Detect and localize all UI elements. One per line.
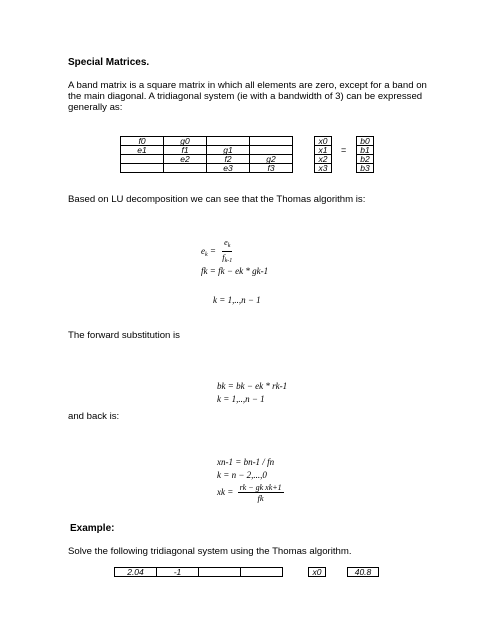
matrix-cell: g1	[207, 146, 250, 155]
formula-lhs: e	[201, 246, 205, 257]
forward-k-range: k = 1,..,n − 1	[217, 394, 265, 404]
matrix-cell	[250, 137, 293, 146]
fraction-numerator: rk − gk xk+1	[239, 483, 282, 492]
formula-fraction	[238, 483, 284, 503]
back-formula-2	[217, 483, 284, 503]
formula-sub: k	[205, 252, 208, 259]
matrix-cell: g2	[250, 155, 293, 164]
matrix-cell: e3	[207, 164, 250, 173]
example-cell: 40.8	[348, 568, 379, 577]
example-heading: Example:	[70, 523, 115, 534]
vector-cell: x2	[315, 155, 332, 164]
rhs-vector	[356, 136, 374, 173]
vector-cell: b0	[357, 137, 374, 146]
matrix-cell	[164, 164, 207, 173]
example-cell: 2.04	[115, 568, 157, 577]
forward-formula: bk = bk − ek * rk-1	[217, 381, 288, 391]
fraction-denominator: $f_{k-1}$	[222, 252, 233, 264]
vector-cell: x3	[315, 164, 332, 173]
vector-cell: b3	[357, 164, 374, 173]
unknowns-vector	[314, 136, 332, 173]
vector-cell: b2	[357, 155, 374, 164]
equals-sign: =	[341, 145, 347, 155]
matrix-cell: f3	[250, 164, 293, 173]
intro-paragraph: A band matrix is a square matrix in which all elements are zero, except for a band on the main diagonal. A tridiagonal system (ie with a bandwidth of 3) can be expressed generally as:	[68, 80, 427, 113]
tridiagonal-matrix	[120, 136, 293, 173]
matrix-cell: f1	[164, 146, 207, 155]
matrix-cell: f2	[207, 155, 250, 164]
example-cell: -1	[157, 568, 199, 577]
lu-paragraph: Based on LU decomposition we can see that the Thomas algorithm is:	[68, 194, 366, 205]
decomposition-formula-e	[201, 238, 234, 266]
formula-fraction	[220, 238, 234, 266]
decomposition-formula-f: fk = fk − ek * gk-1	[201, 266, 269, 276]
matrix-row	[121, 164, 293, 173]
example-cell: x0	[309, 568, 326, 577]
example-cell	[199, 568, 241, 577]
formula-lhs: xk =	[217, 487, 234, 498]
section-heading: Special Matrices.	[68, 57, 150, 68]
vector-cell: x1	[315, 146, 332, 155]
example-text: Solve the following tridiagonal system using the Thomas algorithm.	[68, 546, 352, 557]
formula-equals: =	[209, 246, 216, 257]
vector-cell: b1	[357, 146, 374, 155]
matrix-cell	[121, 164, 164, 173]
example-matrix-row	[114, 567, 283, 577]
back-k-range: k = n − 2,...,0	[217, 470, 267, 480]
matrix-cell: g0	[164, 137, 207, 146]
decomposition-k-range: k = 1,..,n − 1	[213, 295, 261, 305]
matrix-cell	[121, 155, 164, 164]
fraction-numerator: $e_k$	[222, 238, 232, 252]
example-rhs	[347, 567, 379, 577]
matrix-cell: e1	[121, 146, 164, 155]
vector-cell: x0	[315, 137, 332, 146]
forward-label: The forward substitution is	[68, 330, 180, 341]
example-cell	[241, 568, 283, 577]
matrix-cell: f0	[121, 137, 164, 146]
back-formula-1: xn-1 = bn-1 / fn	[217, 457, 275, 467]
example-unknown	[308, 567, 326, 577]
fraction-denominator: fk	[257, 493, 264, 503]
back-label: and back is:	[68, 411, 120, 422]
matrix-cell: e2	[164, 155, 207, 164]
